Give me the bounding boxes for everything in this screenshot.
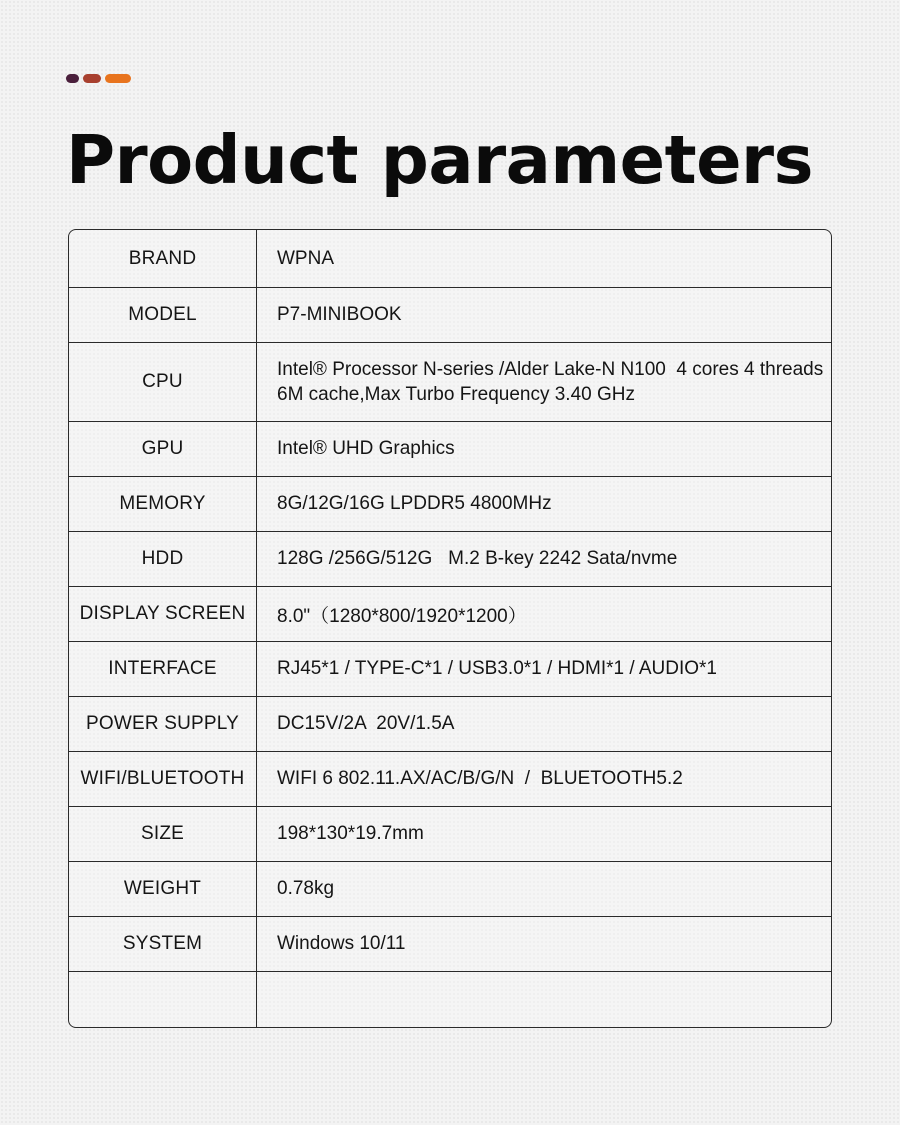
accent-dots — [66, 74, 131, 84]
spec-row-memory — [69, 477, 831, 532]
spec-value: DC15V/2A 20V/1.5A — [277, 713, 455, 734]
spec-row-hdd — [69, 532, 831, 587]
spec-value-line-2: 6M cache,Max Turbo Frequency 3.40 GHz — [277, 384, 635, 405]
spec-row-wireless — [69, 752, 831, 807]
spec-label: INTERFACE — [69, 642, 257, 696]
spec-label: WIFI/BLUETOOTH — [69, 752, 257, 806]
spec-row-interface — [69, 642, 831, 697]
spec-value: 198*130*19.7mm — [277, 823, 424, 844]
spec-value: 128G /256G/512G M.2 B-key 2242 Sata/nvme — [277, 548, 678, 569]
spec-label: WEIGHT — [69, 862, 257, 916]
spec-row-weight — [69, 862, 831, 917]
spec-value: 0.78kg — [277, 878, 335, 899]
spec-label: SYSTEM — [69, 917, 257, 971]
spec-label: DISPLAY SCREEN — [69, 587, 257, 641]
spec-value: WIFI 6 802.11.AX/AC/B/G/N / BLUETOOTH5.2 — [277, 768, 683, 789]
spec-table — [68, 229, 832, 1028]
spec-row-empty — [69, 972, 831, 1027]
spec-label: CPU — [69, 343, 257, 421]
spec-label: GPU — [69, 422, 257, 476]
spec-row-gpu — [69, 422, 831, 477]
spec-value — [257, 972, 831, 1027]
spec-label: POWER SUPPLY — [69, 697, 257, 751]
spec-label: BRAND — [69, 230, 257, 287]
accent-dot-1 — [66, 74, 79, 83]
spec-row-brand — [69, 230, 831, 288]
spec-row-display — [69, 587, 831, 642]
spec-label — [69, 972, 257, 1027]
spec-label: MEMORY — [69, 477, 257, 531]
accent-dot-2 — [83, 74, 101, 83]
spec-value-line-1: Intel® Processor N-series /Alder Lake-N N100 4 cores 4 threads — [277, 359, 824, 380]
spec-row-model — [69, 288, 831, 343]
spec-label: HDD — [69, 532, 257, 586]
spec-row-size — [69, 807, 831, 862]
accent-dot-3 — [105, 74, 131, 83]
spec-row-power — [69, 697, 831, 752]
spec-label: MODEL — [69, 288, 257, 342]
spec-value — [257, 343, 831, 421]
spec-value: Intel® UHD Graphics — [277, 438, 455, 459]
spec-label: SIZE — [69, 807, 257, 861]
spec-value: 8.0"（1280*800/1920*1200） — [277, 605, 527, 627]
spec-value: P7-MINIBOOK — [277, 304, 402, 325]
spec-row-system — [69, 917, 831, 972]
page-title: Product parameters — [66, 121, 813, 199]
spec-value: Windows 10/11 — [277, 933, 406, 954]
spec-value: RJ45*1 / TYPE-C*1 / USB3.0*1 / HDMI*1 / AUDIO*1 — [277, 658, 717, 679]
spec-row-cpu — [69, 343, 831, 422]
spec-value: 8G/12G/16G LPDDR5 4800MHz — [277, 493, 552, 514]
spec-value: WPNA — [277, 247, 334, 269]
